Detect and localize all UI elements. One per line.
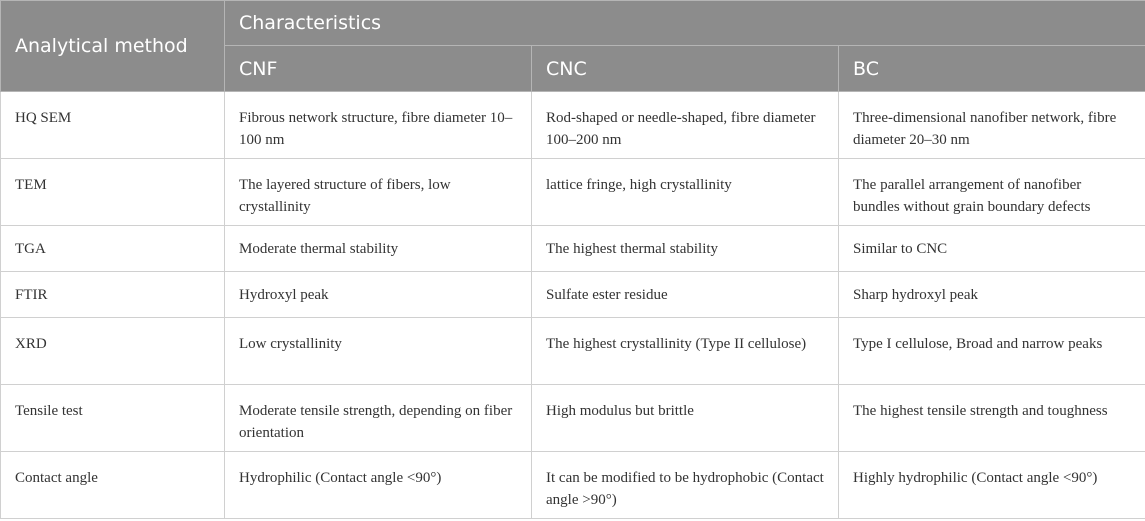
method-cell: TGA xyxy=(1,226,225,272)
table-row xyxy=(1,226,1145,272)
header-cnc: CNC xyxy=(532,46,839,92)
bc-cell: Three-dimensional nanofiber network, fibre diameter 20–30 nm xyxy=(839,92,1145,159)
cnc-cell: Sulfate ester residue xyxy=(532,272,839,318)
cnc-cell: It can be modified to be hydrophobic (Contact angle >90°) xyxy=(532,452,839,519)
cnc-cell: lattice fringe, high crystallinity xyxy=(532,159,839,226)
method-cell: FTIR xyxy=(1,272,225,318)
header-row-1 xyxy=(1,1,1145,46)
cnc-cell: Rod-shaped or needle-shaped, fibre diameter 100–200 nm xyxy=(532,92,839,159)
cnf-cell: Fibrous network structure, fibre diameter 10–100 nm xyxy=(225,92,532,159)
cnc-cell: High modulus but brittle xyxy=(532,385,839,452)
bc-cell: Type I cellulose, Broad and narrow peaks xyxy=(839,318,1145,385)
table-row xyxy=(1,385,1145,452)
cnf-cell: Moderate tensile strength, depending on fiber orientation xyxy=(225,385,532,452)
header-analytical-method: Analytical method xyxy=(1,1,225,92)
header-cnf: CNF xyxy=(225,46,532,92)
table-row xyxy=(1,159,1145,226)
cnf-cell: Hydroxyl peak xyxy=(225,272,532,318)
method-cell: Tensile test xyxy=(1,385,225,452)
cnc-cell: The highest crystallinity (Type II cellulose) xyxy=(532,318,839,385)
method-cell: HQ SEM xyxy=(1,92,225,159)
table-row xyxy=(1,318,1145,385)
method-cell: XRD xyxy=(1,318,225,385)
header-characteristics: Characteristics xyxy=(225,1,1145,46)
bc-cell: The highest tensile strength and toughness xyxy=(839,385,1145,452)
table-row xyxy=(1,452,1145,519)
bc-cell: Sharp hydroxyl peak xyxy=(839,272,1145,318)
cnf-cell: Low crystallinity xyxy=(225,318,532,385)
table-row xyxy=(1,92,1145,159)
cnf-cell: The layered structure of fibers, low crystallinity xyxy=(225,159,532,226)
table-row xyxy=(1,272,1145,318)
method-cell: Contact angle xyxy=(1,452,225,519)
bc-cell: The parallel arrangement of nanofiber bundles without grain boundary defects xyxy=(839,159,1145,226)
cnc-cell: The highest thermal stability xyxy=(532,226,839,272)
bc-cell: Similar to CNC xyxy=(839,226,1145,272)
header-bc: BC xyxy=(839,46,1145,92)
bc-cell: Highly hydrophilic (Contact angle <90°) xyxy=(839,452,1145,519)
cnf-cell: Moderate thermal stability xyxy=(225,226,532,272)
method-cell: TEM xyxy=(1,159,225,226)
cnf-cell: Hydrophilic (Contact angle <90°) xyxy=(225,452,532,519)
